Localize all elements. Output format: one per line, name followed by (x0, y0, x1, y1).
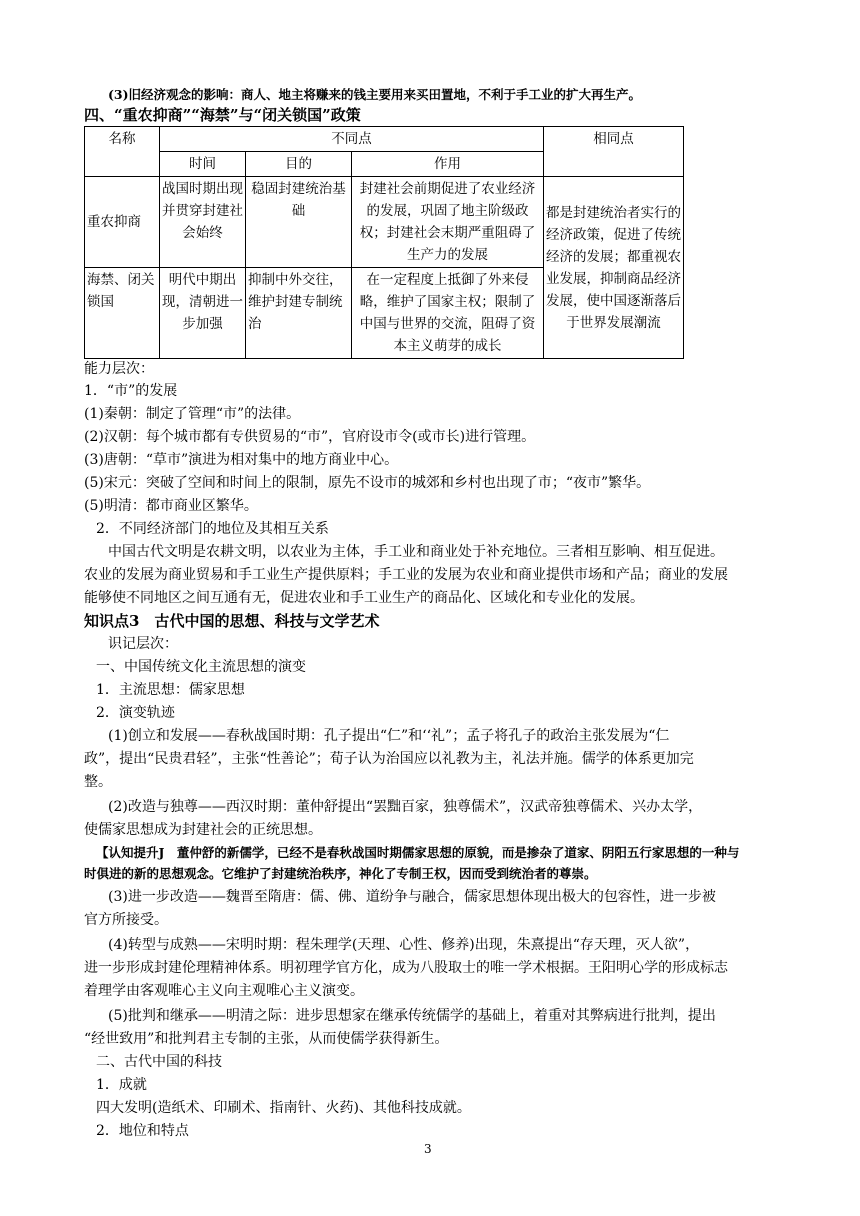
science-status-title: 2．地位和特点 (96, 1123, 189, 1139)
top-note: (3)旧经济观念的影响：商人、地主将赚来的钱主要用来买田置地，不利于手工业的扩大再生产。 (108, 87, 642, 102)
evolution-3-line-1: (3)进一步改造——魏晋至隋唐：儒、佛、道纷争与融合，儒家思想体现出极大的包容性，进一步被 (108, 889, 716, 905)
sectors-paragraph-3: 能够使不同地区之间互通有无，促进农业和手工业生产的商品化、区域化和专业化的发展。 (84, 590, 644, 606)
market-item-4: (5)宋元：突破了空间和时间上的限制，原先不设市的城郊和乡村也出现了市；“夜市”繁华。 (84, 475, 651, 491)
evolution-1-line-1: (1)创立和发展——春秋战国时期：孔子提出“仁”和‘‘礼”；孟子将孔子的政治主张发展为“仁 (108, 728, 670, 744)
evolution-title: 2．演变轨迹 (96, 705, 175, 721)
evolution-1-line-3: 整。 (84, 774, 112, 790)
evolution-4-line-2: 进一步形成封建伦理精神体系。明初理学官方化，成为八股取士的唯一学术根据。王阳明心学的形成标志 (84, 960, 728, 976)
policy-comparison-table (84, 126, 684, 359)
knowledge-point-3-title: 知识点3 古代中国的思想、科技与文学艺术 (84, 612, 380, 630)
sectors-title: 2．不同经济部门的地位及其相互关系 (96, 521, 329, 537)
market-item-1: (1)秦朝：制定了管理“市”的法律。 (84, 406, 301, 422)
row1-name: 重农抑商 (85, 177, 160, 268)
market-item-5: (5)明清：都市商业区繁华。 (84, 498, 258, 514)
market-title: 1．“市”的发展 (84, 383, 178, 399)
science-title: 二、古代中国的科技 (96, 1054, 222, 1070)
page-number: 3 (424, 1142, 432, 1156)
header-time: 时间 (160, 152, 246, 177)
similarities-cell: 都是封建统治者实行的经济政策，促进了传统经济的发展；都重视农业发展，抑制商品经济发展，使中国逐渐落后于世界发展潮流 (544, 177, 684, 359)
evolution-4-line-1: (4)转型与成熟——宋明时期：程朱理学(天理、心性、修养)出现，朱熹提出“存天理，灭人欲”， (108, 937, 700, 953)
header-effect: 作用 (352, 152, 544, 177)
row1-effect: 封建社会前期促进了农业经济的发展，巩固了地主阶级政权；封建社会末期严重阻碍了生产力的发展 (352, 177, 544, 268)
header-differences: 不同点 (160, 127, 544, 152)
evolution-2-line-2: 使儒家思想成为封建社会的正统思想。 (84, 822, 322, 838)
header-name: 名称 (85, 127, 160, 177)
evolution-2-line-1: (2)改造与独尊——西汉时期：董仲舒提出“罢黜百家，独尊儒术”，汉武帝独尊儒术、兴办太学， (108, 799, 703, 815)
thought-main: 1．主流思想：儒家思想 (96, 682, 245, 698)
evolution-4-line-3: 着理学由客观唯心主义向主观唯心主义演变。 (84, 983, 364, 999)
section-4-title: 四、“重农抑商”“海禁”与“闭关锁国”政策 (84, 106, 361, 124)
evolution-1-line-2: 政”，提出“民贵君轻”，主张“性善论”；荀子认为治国应以礼教为主，礼法并施。儒学的体系更加完 (84, 751, 694, 767)
sectors-paragraph-1: 中国古代文明是农耕文明，以农业为主体，手工业和商业处于补充地位。三者相互影响、相互促进。 (108, 544, 724, 560)
science-achievements-text: 四大发明(造纸术、印刷术、指南针、火药)、其他科技成就。 (96, 1100, 471, 1116)
row1-time: 战国时期出现并贯穿封建社会始终 (160, 177, 246, 268)
header-purpose: 目的 (246, 152, 352, 177)
header-similarities: 相同点 (544, 127, 684, 177)
market-item-3: (3)唐朝：“草市”演进为相对集中的地方商业中心。 (84, 452, 399, 468)
row2-name: 海禁、闭关锁国 (85, 268, 160, 359)
evolution-5-line-1: (5)批判和继承——明清之际：进步思想家在继承传统儒学的基础上，着重对其弊病进行批判，提出 (108, 1008, 716, 1024)
memory-level: 识记层次： (108, 636, 178, 652)
evolution-5-line-2: “经世致用”和批判君主专制的主张，从而使儒学获得新生。 (84, 1031, 449, 1047)
ability-level: 能力层次： (84, 361, 154, 377)
row1-purpose: 稳固封建统治基础 (246, 177, 352, 268)
cognition-note-line-2: 时俱进的新的思想观念。它维护了封建统治秩序，神化了专制王权，因而受到统治者的尊崇。 (84, 866, 597, 881)
market-item-2: (2)汉朝：每个城市都有专供贸易的“市”，官府设市令(或市长)进行管理。 (84, 429, 536, 445)
row2-purpose: 抑制中外交往，维护封建专制统治 (246, 268, 352, 359)
evolution-3-line-2: 官方所接受。 (84, 912, 168, 928)
science-achievements-title: 1．成就 (96, 1077, 147, 1093)
thought-title: 一、中国传统文化主流思想的演变 (96, 659, 306, 675)
row2-time: 明代中期出现，清朝进一步加强 (160, 268, 246, 359)
sectors-paragraph-2: 农业的发展为商业贸易和手工业生产提供原料；手工业的发展为农业和商业提供市场和产品；商业的发展 (84, 567, 728, 583)
cognition-note-line-1: 【认知提升J 董仲舒的新儒学，已经不是春秋战国时期儒家思想的原貌，而是掺杂了道家、阴阳五行家思想的一种与 (96, 845, 740, 860)
row2-effect: 在一定程度上抵御了外来侵略，维护了国家主权；限制了中国与世界的交流，阻碍了资本主义萌芽的成长 (352, 268, 544, 359)
